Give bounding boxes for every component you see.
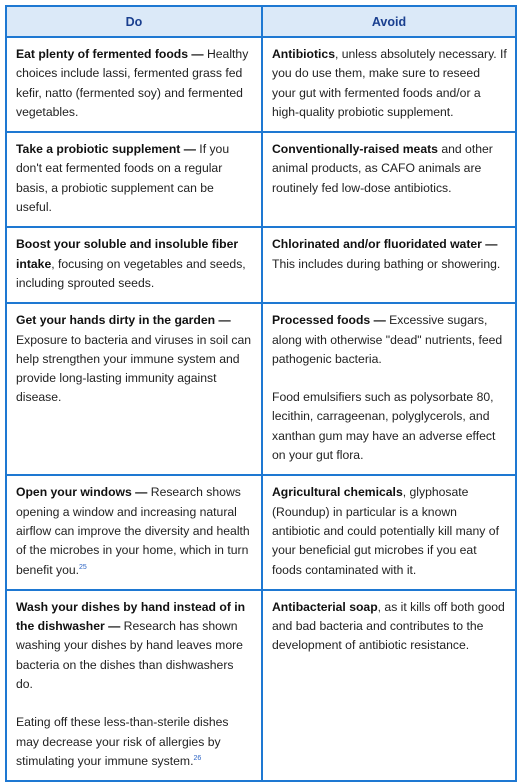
cell-text: and other animal products, as CAFO animals are routinely fed low-dose antibiotics. <box>272 142 493 195</box>
cell-heading: Agricultural chemicals <box>272 485 403 500</box>
cell-text: , focusing on vegetables and seeds, including sprouted seeds. <box>16 256 246 290</box>
avoid-cell <box>262 37 516 132</box>
cell-text: , glyphosate (Roundup) in particular is a known antibiotic and could potentially kill many of your beneficial gut microbes if you eat foods contaminated with it. <box>272 485 499 577</box>
table-row <box>6 303 516 475</box>
do-cell <box>6 227 262 303</box>
header-row <box>6 6 516 37</box>
table-row <box>6 227 516 303</box>
cell-paragraph <box>16 140 253 217</box>
cell-paragraph <box>272 483 507 579</box>
table-row <box>6 475 516 589</box>
avoid-cell <box>262 227 516 303</box>
do-cell <box>6 37 262 132</box>
cell-heading: Take a probiotic supplement — <box>16 142 196 157</box>
cell-text: Research shows opening a window and increasing natural airflow can improve the diversity and health of the microbes in your home, which in turn benefit you. <box>16 485 250 577</box>
cell-paragraph <box>272 235 507 274</box>
do-cell <box>6 132 262 227</box>
header-do: Do <box>6 6 262 37</box>
footnote-ref-link[interactable]: 26 <box>193 754 202 762</box>
cell-heading: Eat plenty of fermented foods — <box>16 47 204 61</box>
cell-paragraph <box>16 311 253 407</box>
cell-text: Excessive sugars, along with otherwise "dead" nutrients, feed pathogenic bacteria. <box>272 313 503 366</box>
table-row <box>6 37 516 132</box>
cell-paragraph <box>16 45 253 122</box>
cell-heading: Chlorinated and/or fluoridated water — <box>272 237 498 252</box>
cell-heading: Open your windows — <box>16 485 148 500</box>
do-cell <box>6 590 262 781</box>
cell-text: Exposure to bacteria and viruses in soil can help strengthen your immune system and provide long-lasting immunity against disease. <box>16 332 252 405</box>
cell-paragraph-extra: Food emulsifiers such as polysorbate 80, lecithin, carrageenan, polyglycerols, and xanthan gum may have an adverse effect on your gut flora. <box>272 390 496 463</box>
cell-heading: Antibiotics <box>272 47 335 61</box>
cell-paragraph <box>16 483 253 579</box>
cell-heading: Wash your dishes by hand instead of in the dishwasher — <box>16 599 246 634</box>
cell-text: , unless absolutely necessary. If you do use them, make sure to reseed your gut with fermented foods and/or a high-quality probiotic supplement. <box>272 47 507 119</box>
cell-text: If you don't eat fermented foods on a regular basis, a probiotic supplement can be useful. <box>16 142 230 215</box>
cell-paragraph <box>272 311 507 369</box>
cell-heading: Get your hands dirty in the garden — <box>16 313 231 328</box>
cell-heading: Processed foods — <box>272 313 386 328</box>
avoid-cell <box>262 590 516 781</box>
table-row <box>6 590 516 781</box>
table-row <box>6 132 516 227</box>
cell-heading: Antibacterial soap <box>272 599 378 614</box>
cell-text: Eating off these less-than-sterile dishes may decrease your risk of allergies by stimulating your immune system. <box>16 715 229 768</box>
cell-heading: Boost your soluble and insoluble fiber intake <box>16 237 239 271</box>
do-avoid-table <box>5 5 517 782</box>
cell-text: This includes during bathing or showering. <box>272 256 501 271</box>
cell-paragraph <box>272 140 507 198</box>
do-cell <box>6 475 262 589</box>
cell-paragraph <box>16 235 253 293</box>
cell-paragraph <box>272 598 507 656</box>
avoid-cell <box>262 132 516 227</box>
cell-paragraph-extra <box>16 713 253 771</box>
cell-text: Healthy choices include lassi, fermented grass fed kefir, natto (fermented soy) and fermented vegetables. <box>16 47 249 119</box>
avoid-cell <box>262 303 516 475</box>
header-avoid: Avoid <box>262 6 516 37</box>
footnote-ref-link[interactable]: 25 <box>79 563 87 571</box>
do-cell <box>6 303 262 475</box>
cell-paragraph <box>16 598 253 694</box>
cell-text: , as it kills off both good and bad bacteria and contributes to the development of antibiotic resistance. <box>272 599 505 653</box>
cell-text: Research has shown washing your dishes by hand leaves more bacteria on the dishes than dishwashers do. <box>16 619 243 692</box>
cell-heading: Conventionally-raised meats <box>272 142 438 157</box>
avoid-cell <box>262 475 516 589</box>
cell-paragraph <box>272 45 507 122</box>
